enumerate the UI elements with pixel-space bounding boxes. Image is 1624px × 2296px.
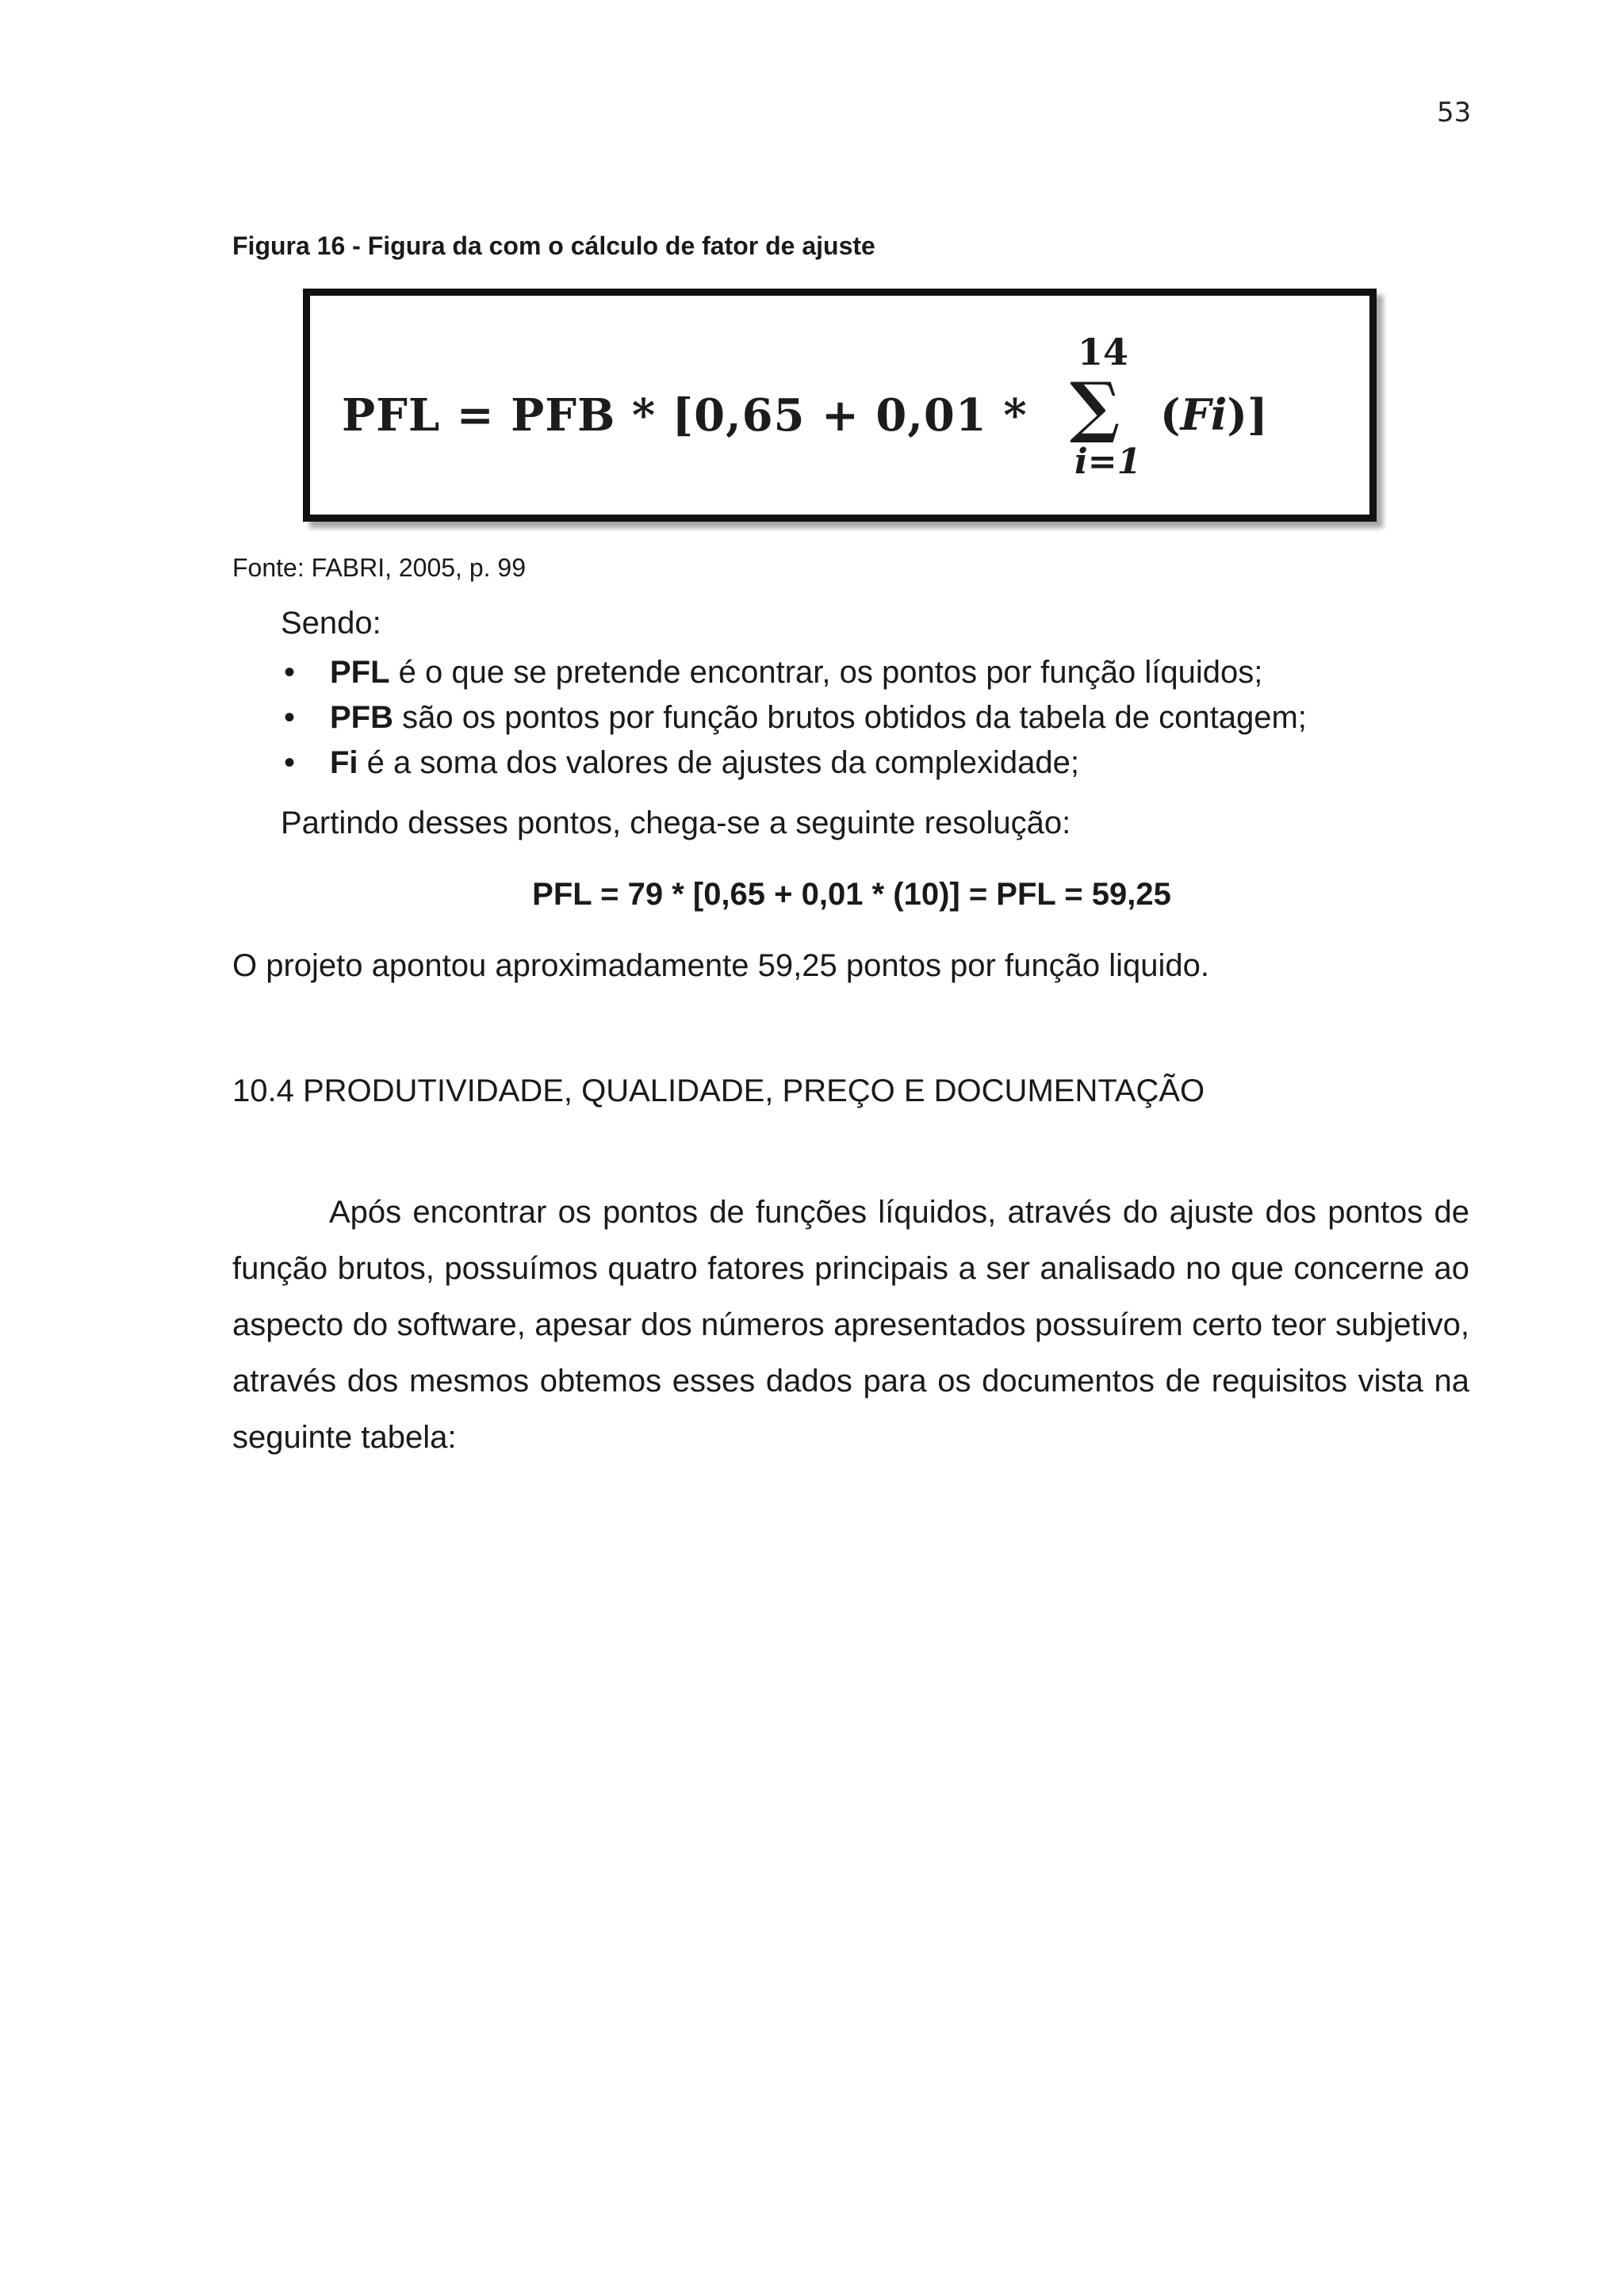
definitions-intro: Sendo: [281, 606, 381, 641]
section-paragraph: Após encontrar os pontos de funções líquidos, através do ajuste dos pontos de função brutos, possuímos quatro fatores principais a ser analisado no que concerne ao aspecto do software, apesar dos números apresentados possuírem certo teor subjetivo, através dos mesmos obtemos esses dados para os documentos de requisitos vista na seguinte tabela: [232, 1195, 1469, 1455]
page-number: 53 [1437, 97, 1472, 128]
sum-operand-open: ( [1160, 389, 1181, 440]
list-item [281, 695, 1307, 740]
figure-source: Fonte: FABRI, 2005, p. 99 [232, 553, 526, 582]
definition-text: são os pontos por função brutos obtidos da tabela de contagem; [393, 700, 1307, 735]
sum-operand [1160, 389, 1268, 440]
figure-caption: Figura 16 - Figura da com o cálculo de fator de ajuste [232, 232, 875, 260]
formula-main: PFL = PFB * [0,65 + 0,01 * [342, 389, 1028, 442]
sum-operand-close: )] [1227, 389, 1268, 440]
bullet-icon: • [284, 655, 296, 690]
definition-term: PFB [330, 700, 393, 735]
section-heading: 10.4 PRODUTIVIDADE, QUALIDADE, PREÇO E DOCUMENTAÇÃO [232, 1073, 1205, 1108]
resolution-intro: Partindo desses pontos, chega-se a seguinte resolução: [281, 806, 1071, 840]
list-item [281, 650, 1307, 695]
resolution-conclusion: O projeto apontou aproximadamente 59,25 pontos por função liquido. [232, 948, 1209, 983]
definition-text: é a soma dos valores de ajustes da complexidade; [358, 745, 1079, 780]
sum-operand-variable: Fi [1180, 389, 1228, 440]
bullet-icon: • [284, 745, 296, 780]
resolution-equation: PFL = 79 * [0,65 + 0,01 * (10)] = PFL = 59,25 [532, 877, 1171, 912]
bullet-icon: • [284, 700, 296, 735]
definition-term: PFL [330, 655, 390, 690]
list-item [281, 740, 1307, 786]
definitions-list [281, 650, 1307, 786]
sigma-symbol: ∑ [1070, 367, 1120, 446]
sum-upper-limit: 14 [1078, 331, 1129, 373]
definition-text: é o que se pretende encontrar, os pontos por função líquidos; [389, 655, 1263, 690]
sum-lower-limit: i=1 [1074, 442, 1142, 482]
formula-image [303, 289, 1377, 522]
definition-term: Fi [330, 745, 358, 780]
